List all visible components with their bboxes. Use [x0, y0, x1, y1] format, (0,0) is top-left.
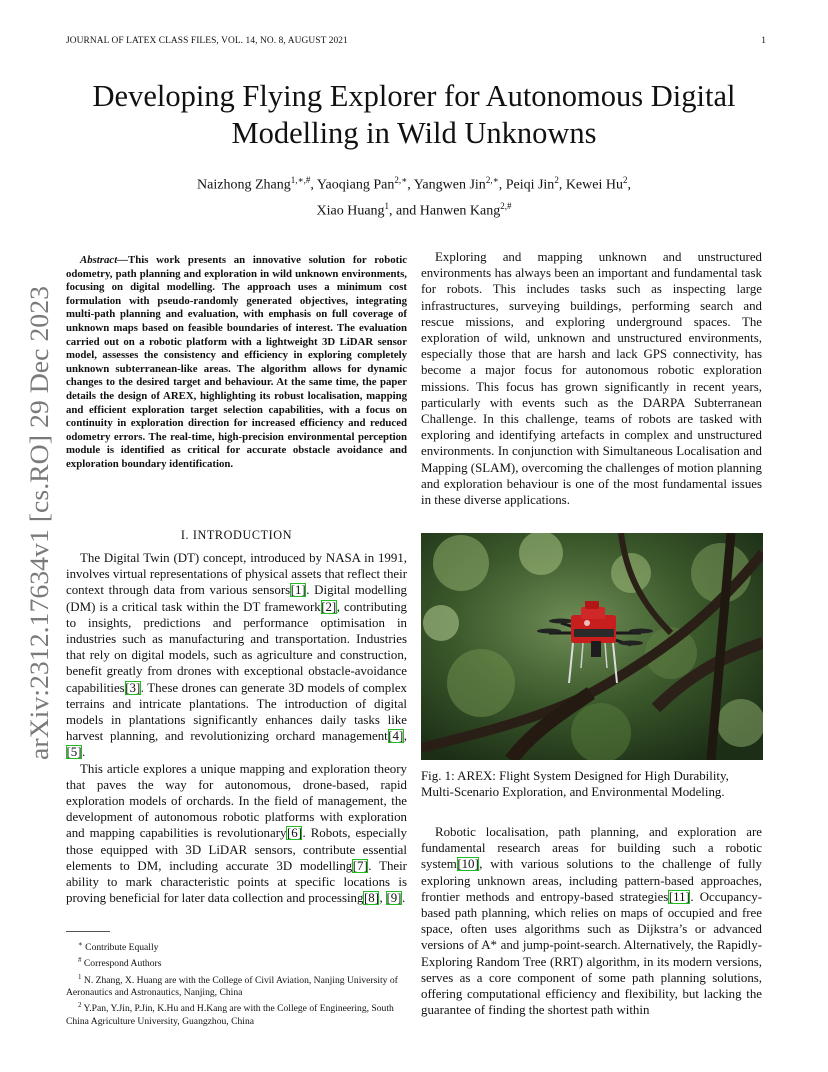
citation-link[interactable]: [2] [321, 599, 337, 614]
citation-link[interactable]: [1] [290, 583, 306, 598]
author-name: Hanwen Kang [419, 203, 501, 219]
author-line-2: Xiao Huang$^1$, and Hanwen Kang$^{2,\#}$ [316, 200, 512, 219]
citation-link[interactable]: [10] [457, 857, 479, 872]
citation-link[interactable]: [7] [352, 858, 368, 873]
left-column-body [66, 550, 407, 906]
citation-link[interactable]: [6] [286, 826, 302, 841]
abstract-label: Abstract— [80, 254, 128, 266]
author-affiliation-mark: 1 [384, 200, 390, 211]
figure-drone-photo [421, 533, 763, 760]
author-affiliation-mark: 1,∗,# [290, 175, 311, 185]
author-name: Naizhong Zhang [197, 177, 291, 193]
footnote-rule [66, 931, 110, 932]
citation-link[interactable]: [4] [388, 729, 404, 744]
arxiv-stamp [4, 282, 64, 762]
author-list [80, 170, 748, 221]
author-affiliation-mark: 2 [554, 175, 559, 185]
author-name: Xiao Huang [316, 203, 385, 219]
footnote-mark: 1 [78, 972, 82, 981]
footnote-mark: 2 [78, 1001, 82, 1010]
footnote-mark: # [78, 956, 82, 965]
intro-paragraph-1: The Digital Twin (DT) concept, introduced by NASA in 1991, involves virtual representations of physical assets that reflect their context through data from various sensors[1]. Digital modelling (DM) is a critical task within the DT framework[2], contributing to insights, predictions and performance optimisation in industries such as manufacturing and transportation. Industries that rely on digital models, such as agriculture and construction, benefit greatly from drones with exceptional obstacle-avoidance capabilities[3]. These drones can generate 3D models of complex terrains and intricate plantations. The introduction of digital models in plantations significantly enhances daily tasks like harvest planning, and revolutionizing orchard management[4], [5]. [66, 551, 407, 760]
author-affiliation-mark: 2 [622, 175, 628, 185]
author-affiliation-mark: 2,∗ [485, 175, 499, 185]
author-affiliation-mark: 2,∗ [394, 175, 408, 185]
citation-link[interactable]: [8] [363, 891, 379, 906]
running-head-text: JOURNAL OF LATEX CLASS FILES, VOL. 14, NO. 8, AUGUST 2021 [66, 36, 348, 46]
drone-photo-illustration [421, 533, 763, 760]
right-column-top [421, 249, 762, 508]
figure-caption: Fig. 1: AREX: Flight System Designed for High Durability, Multi-Scenario Exploration, and Environmental Modeling. [421, 769, 729, 800]
page-number: 1 [761, 36, 766, 46]
author-name: Peiqi Jin [505, 177, 555, 193]
arxiv-stamp-text: arXiv:2312.17634v1 [cs.RO] 29 Dec 2023 [25, 316, 54, 760]
section-heading-introduction: I. INTRODUCTION [180, 528, 293, 542]
author-name: Yangwen Jin [413, 177, 486, 193]
abstract [66, 254, 407, 472]
right-column-bottom [421, 824, 762, 1018]
author-line-1: Naizhong Zhang$^{1,∗,\#}$, Yaoqiang Pan$^{2,∗}$, Yangwen Jin$^{2,∗}$, Peiqi Jin$^2$, Kewei Hu$^2$, [197, 175, 631, 193]
footnote: # Correspond Authors [78, 956, 162, 970]
abstract-text: This work presents an innovative solution for robotic odometry, path planning and exploration in wild unknown environments, focusing on digital modelling. The approach uses a minimum cost formulation with pseudo-randomly generated objectives, integrating multi-path planning and evaluation, with emphasis on full coverage of unknown maps based on feasible boundaries of interest. The evaluation carried out on a robotic platform with a lightweight 3D LiDAR sensor model, assesses the consistency and efficiency in exploring completely unknown subterranean-like areas. The algorithm allows for dynamic changes to the desired target and behaviour. At the same time, the paper details the design of AREX, highlighting its robust localisation, mapping and efficient exploration target selection capabilities, with a focus on continuity in exploration direction for increased efficiency and reduced odometry errors. The real-time, high-precision environmental perception module is identified as critical for accurate obstacle avoidance and exploration boundary identification. [66, 254, 407, 470]
footnotes [66, 938, 407, 1028]
footnote: $^2$ Y.Pan, Y.Jin, P.Jin, K.Hu and H.Kang are with the College of Engineering, South China Agriculture University, Guangzhou, China [66, 1001, 394, 1027]
author-name: Kewei Hu [565, 177, 623, 193]
footnote: $^1$ N. Zhang, X. Huang are with the College of Civil Aviation, Nanjing University of Aeronautics and Astronautics, Nanjing, China [66, 972, 398, 999]
footnote-mark: ∗ [78, 940, 83, 948]
intro-paragraph-2: This article explores a unique mapping and exploration theory that paves the way for autonomous, drone-based, rapid exploration models of orchards. In the field of management, the development of autonomous robotic platforms with exploration and mapping capabilities is revolutionary[6]. Robots, especially those equipped with 3D LiDAR sensors, contribute essential elements to DM, including accurate 3D modelling[7]. Their ability to mark characteristic points at specific locations is proving beneficial for later data collection and processing[8], [9]. [66, 761, 407, 906]
right-paragraph-2: Robotic localisation, path planning, and exploration are fundamental research areas for building such a robotic system[10], with various solutions to the challenge of fully exploring unknown areas, including pattern-based approaches, frontier methods and entropy-based strategies[11]. Occupancy-based path planning, which relies on maps of occupied and free space, often uses algorithms such as Dijkstra’s or advanced versions of A* and jump-point-search. Alternatively, the Rapidly-Exploring Random Tree (RRT) algorithm, in its modern versions, serves as a core component of some path planning solutions, offering computational efficiency and flexibility, but lacking the guarantee of finding the shortest path within [421, 825, 762, 1018]
citation-link[interactable]: [5] [66, 745, 82, 760]
paper-title: Developing Flying Explorer for Autonomous Digital Modelling in Wild Unknowns [92, 79, 736, 150]
arxiv-stamp-svg [4, 282, 64, 762]
citation-link[interactable]: [11] [668, 889, 690, 904]
author-name: Yaoqiang Pan [316, 177, 395, 193]
right-paragraph-1: Exploring and mapping unknown and unstructured environments has always been an important and fundamental task for robots. This includes tasks such as inspecting large infrastructures, surveying buildings, performing search and rescue missions, and exploring underground spaces. The exploration of wild, unknown and unstructured environments, especially those that are harsh and lack GPS connectivity, has become a major focus for autonomous robotic exploration missions. This focus has grown significantly in recent years, particularly with events such as the DARPA Subterranean Challenge. In this challenge, teams of robots are tasked with exploring and identifying artefacts in complex and unstructured environments. In conjunction with Simultaneous Localisation and Mapping (SLAM), overcoming the challenges of motion planning and exploration behaviour is one of the most fundamental issues in these diverse applications. [421, 250, 762, 508]
running-header [66, 36, 766, 46]
footnote: ∗ Contribute Equally [78, 940, 159, 954]
citation-link[interactable]: [9] [386, 891, 402, 906]
author-affiliation-mark: 2,# [500, 200, 512, 211]
citation-link[interactable]: [3] [125, 680, 141, 695]
